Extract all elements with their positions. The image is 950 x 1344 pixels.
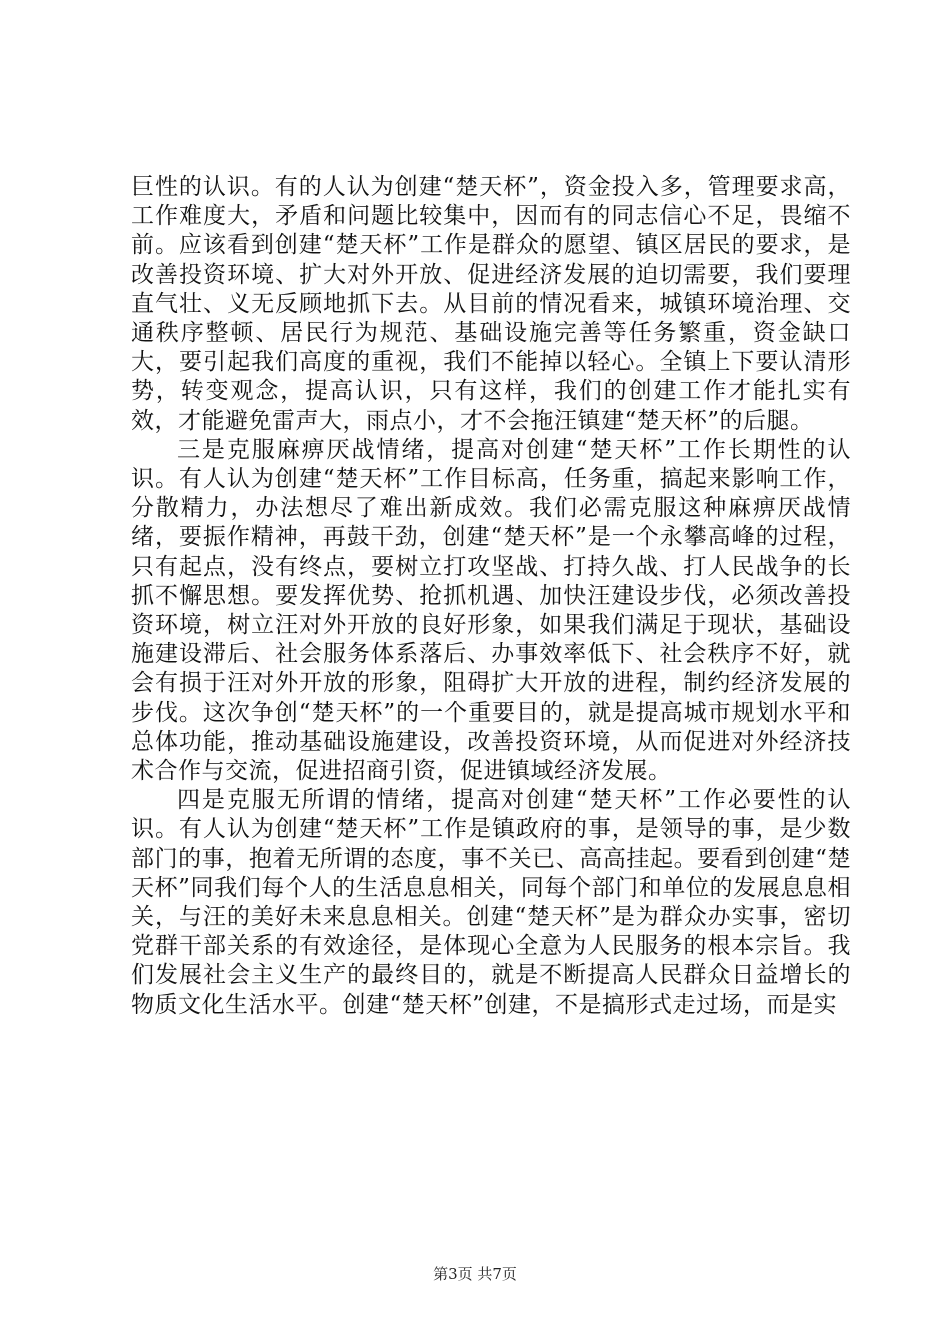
paragraph: 三是克服麻痹厌战情绪，提高对创建“楚天杯”工作长期性的认识。有人认为创建“楚天杯”工作目标高，任务重，搞起来影响工作，分散精力，办法想尽了难出新成效。我们必需克服这种麻痹厌战情绪，要振作精神，再鼓干劲，创建“楚天杯”是一个永攀高峰的过程，只有起点，没有终点，要树立打攻坚战、打持久战、打人民战争的长抓不懈思想。要发挥优势、抢抓机遇、加快汪建设步伐，必须改善投资环境，树立汪对外开放的良好形象，如果我们满足于现状，基础设施建设滞后、社会服务体系落后、办事效率低下、社会秩序不好，就会有损于汪对外开放的形象，阻碍扩大开放的进程，制约经济发展的步伐。这次争创“楚天杯”的一个重要目的，就是提高城市规划水平和总体功能，推动基础设施建设，改善投资环境，从而促进对外经济技术合作与交流，促进招商引资，促进镇域经济发展。 xyxy=(131,436,851,785)
paragraph: 巨性的认识。有的人认为创建“楚天杯”，资金投入多，管理要求高，工作难度大，矛盾和问题比较集中，因而有的同志信心不足，畏缩不前。应该看到创建“楚天杯”工作是群众的愿望、镇区居民的要求，是改善投资环境、扩大对外开放、促进经济发展的迫切需要，我们要理直气壮、义无反顾地抓下去。从目前的情况看来，城镇环境治理、交通秩序整顿、居民行为规范、基础设施完善等任务繁重，资金缺口大，要引起我们高度的重视，我们不能掉以轻心。全镇上下要认清形势，转变观念，提高认识，只有这样，我们的创建工作才能扎实有效，才能避免雷声大，雨点小，才不会拖汪镇建“楚天杯”的后腿。 xyxy=(131,174,851,434)
page-footer: 第3页 共7页 xyxy=(433,1265,517,1283)
document-body xyxy=(131,173,851,1020)
paragraph: 四是克服无所谓的情绪，提高对创建“楚天杯”工作必要性的认识。有人认为创建“楚天杯”工作是镇政府的事，是领导的事，是少数部门的事，抱着无所谓的态度，事不关已、高高挂起。要看到创建“楚天杯”同我们每个人的生活息息相关，同每个部门和单位的发展息息相关，与汪的美好未来息息相关。创建“楚天杯”是为群众办实事，密切党群干部关系的有效途径，是体现心全意为人民服务的根本宗旨。我们发展社会主义生产的最终目的，就是不断提高人民群众日益增长的物质文化生活水平。创建“楚天杯”创建，不是搞形式走过场，而是实 xyxy=(131,787,851,1018)
